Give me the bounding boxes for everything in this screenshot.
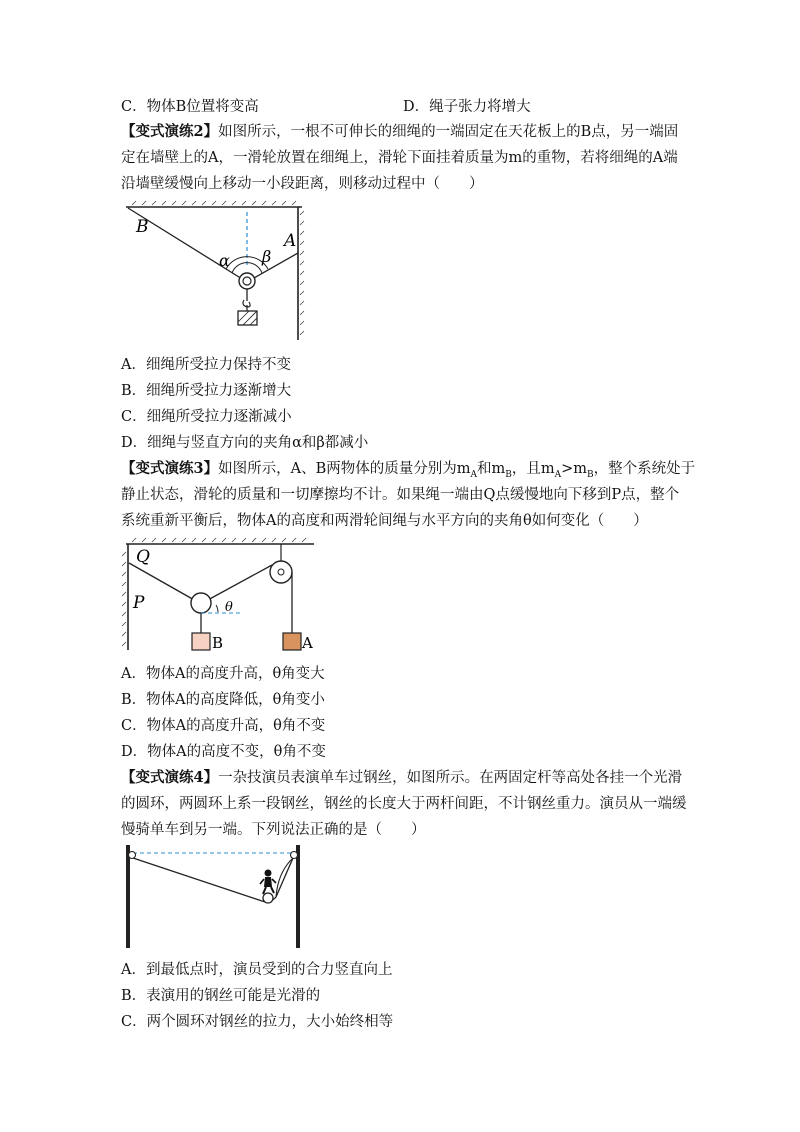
exercise-4-option-c: C．两个圆环对钢丝的拉力，大小始终相等 [121, 1014, 394, 1030]
exercise-3-option-d: D．物体A的高度不变，θ角不变 [121, 744, 326, 760]
exercise-2-label: 【变式演练2】 [121, 123, 219, 140]
option-c-top: C．物体B位置将变高 [121, 99, 259, 115]
label-alpha: α [219, 251, 230, 270]
exercise-3-label: 【变式演练3】 [121, 460, 219, 477]
exercise-2-text1: 如图所示，一根不可伸长的细绳的一端固定在天花板上的B点，另一端固 [218, 124, 679, 140]
exercise-2-line2: 定在墙壁上的A，一滑轮放置在细绳上，滑轮下面挂着质量为m的重物，若将细绳的A端 [121, 150, 678, 166]
option-d-top: D．绳子张力将增大 [403, 99, 531, 115]
label-beta: β [262, 247, 272, 266]
label-point-p: P [133, 593, 145, 613]
exercise-3-line1: 【变式演练3】如图所示，A、B两物体的质量分别为$m_A$和$m_B$，且$m_A>m_B$，整个系统处于 [121, 460, 696, 480]
label-theta: θ [225, 600, 233, 615]
exercise-3-line2: 静止状态，滑轮的质量和一切摩擦均不计。如果绳一端由Q点缓慢地向下移到P点，整个 [121, 487, 680, 503]
exercise-2-line3: 沿墙壁缓慢向上移动一小段距离，则移动过程中（ ） [121, 176, 484, 192]
exercise-2-option-c: C．细绳所受拉力逐渐减小 [121, 409, 292, 425]
label-point-q: Q [136, 547, 150, 567]
exercise-4-line2: 的圆环，两圆环上系一段钢丝，钢丝的长度大于两杆间距，不计钢丝重力。演员从一端缓 [121, 796, 687, 812]
exercise-4-option-a: A．到最低点时，演员受到的合力竖直向上 [121, 962, 393, 978]
exercise-2-option-d: D．细绳与竖直方向的夹角α和β都减小 [121, 435, 369, 451]
label-point-a: A [284, 231, 297, 251]
exercise-3-line3: 系统重新平衡后，物体A的高度和两滑轮间绳与水平方向的夹角θ如何变化（ ） [121, 513, 648, 529]
exercise-2-option-a: A．细绳所受拉力保持不变 [121, 357, 291, 373]
exercise-4-line1: 【变式演练4】一杂技演员表演单车过钢丝，如图所示。在两固定杆等高处各挂一个光滑 [121, 769, 683, 786]
exercise-3-option-a: A．物体A的高度升高，θ角变大 [121, 666, 325, 682]
label-block-b: B [212, 634, 224, 652]
exercise-4-label: 【变式演练4】 [121, 769, 219, 786]
label-block-a: A [302, 634, 313, 652]
exercise-4-option-b: B．表演用的钢丝可能是光滑的 [121, 988, 321, 1004]
exercise-2-option-b: B．细绳所受拉力逐渐增大 [121, 383, 292, 399]
exercise-3-option-c: C．物体A的高度升高，θ角不变 [121, 718, 326, 734]
exercise-4-line3: 慢骑单车到另一端。下列说法正确的是（ ） [121, 822, 426, 838]
label-point-b: B [136, 217, 149, 237]
exercise-3-option-b: B．物体A的高度降低，θ角变小 [121, 692, 325, 708]
